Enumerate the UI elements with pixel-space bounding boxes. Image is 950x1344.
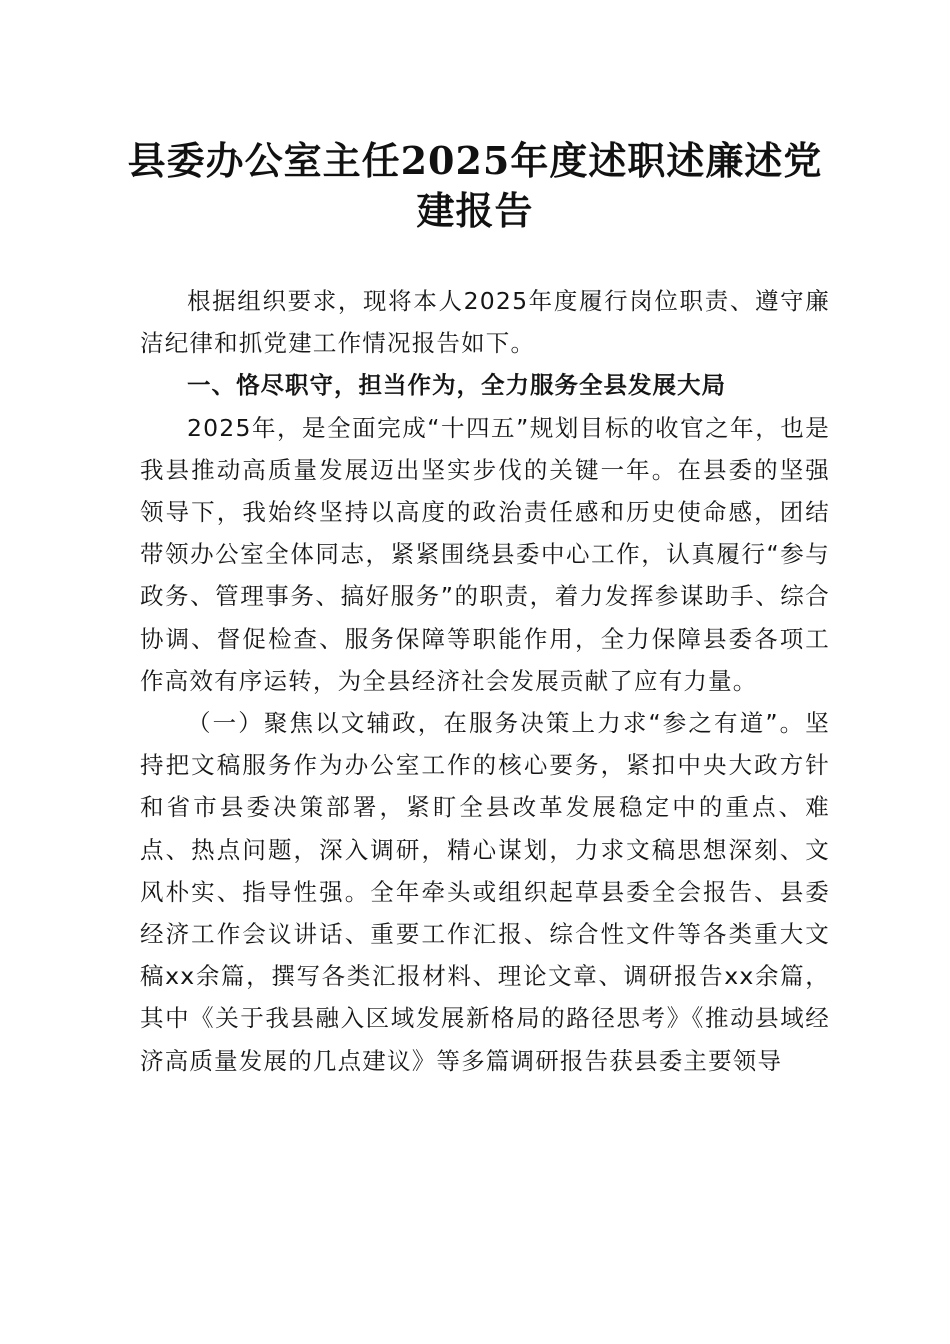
document-title: 县委办公室主任2025年度述职述廉述党建报告 [127,138,823,233]
subsection-paragraph [140,702,830,1082]
section-heading: 一、恪尽职守，担当作为，全力服务全县发展大局 [187,371,726,400]
subsection-heading: （一）聚焦以文辅政，在服务决策上力求“参之有道”。 [187,709,806,738]
section-paragraph: 2025年，是全面完成“十四五”规划目标的收官之年，也是我县推动高质量发展迈出坚实步伐的关键一年。在县委的坚强领导下，我始终坚持以高度的政治责任感和历史使命感，团结带领办公室全体同志，紧紧围绕县委中心工作，认真履行“参与政务、管理事务、搞好服务”的职责，着力发挥参谋助手、综合协调、督促检查、服务保障等职能作用，全力保障县委各项工作高效有序运转，为全县经济社会发展贡献了应有力量。 [140,413,830,695]
document-body [140,280,830,1082]
subsection-body: 坚持把文稿服务作为办公室工作的核心要务，紧扣中央大政方针和省市县委决策部署，紧盯全县改革发展稳定中的重点、难点、热点问题，深入调研，精心谋划，力求文稿思想深刻、文风朴实、指导性强。全年牵头或组织起草县委全会报告、县委经济工作会议讲话、重要工作汇报、综合性文件等各类重大文稿xx余篇，撰写各类汇报材料、理论文章、调研报告xx余篇，其中《关于我县融入区域发展新格局的路径思考》《推动县域经济高质量发展的几点建议》等多篇调研报告获县委主要领导 [140,709,830,1075]
intro-paragraph: 根据组织要求，现将本人2025年度履行岗位职责、遵守廉洁纪律和抓党建工作情况报告如下。 [140,287,830,358]
